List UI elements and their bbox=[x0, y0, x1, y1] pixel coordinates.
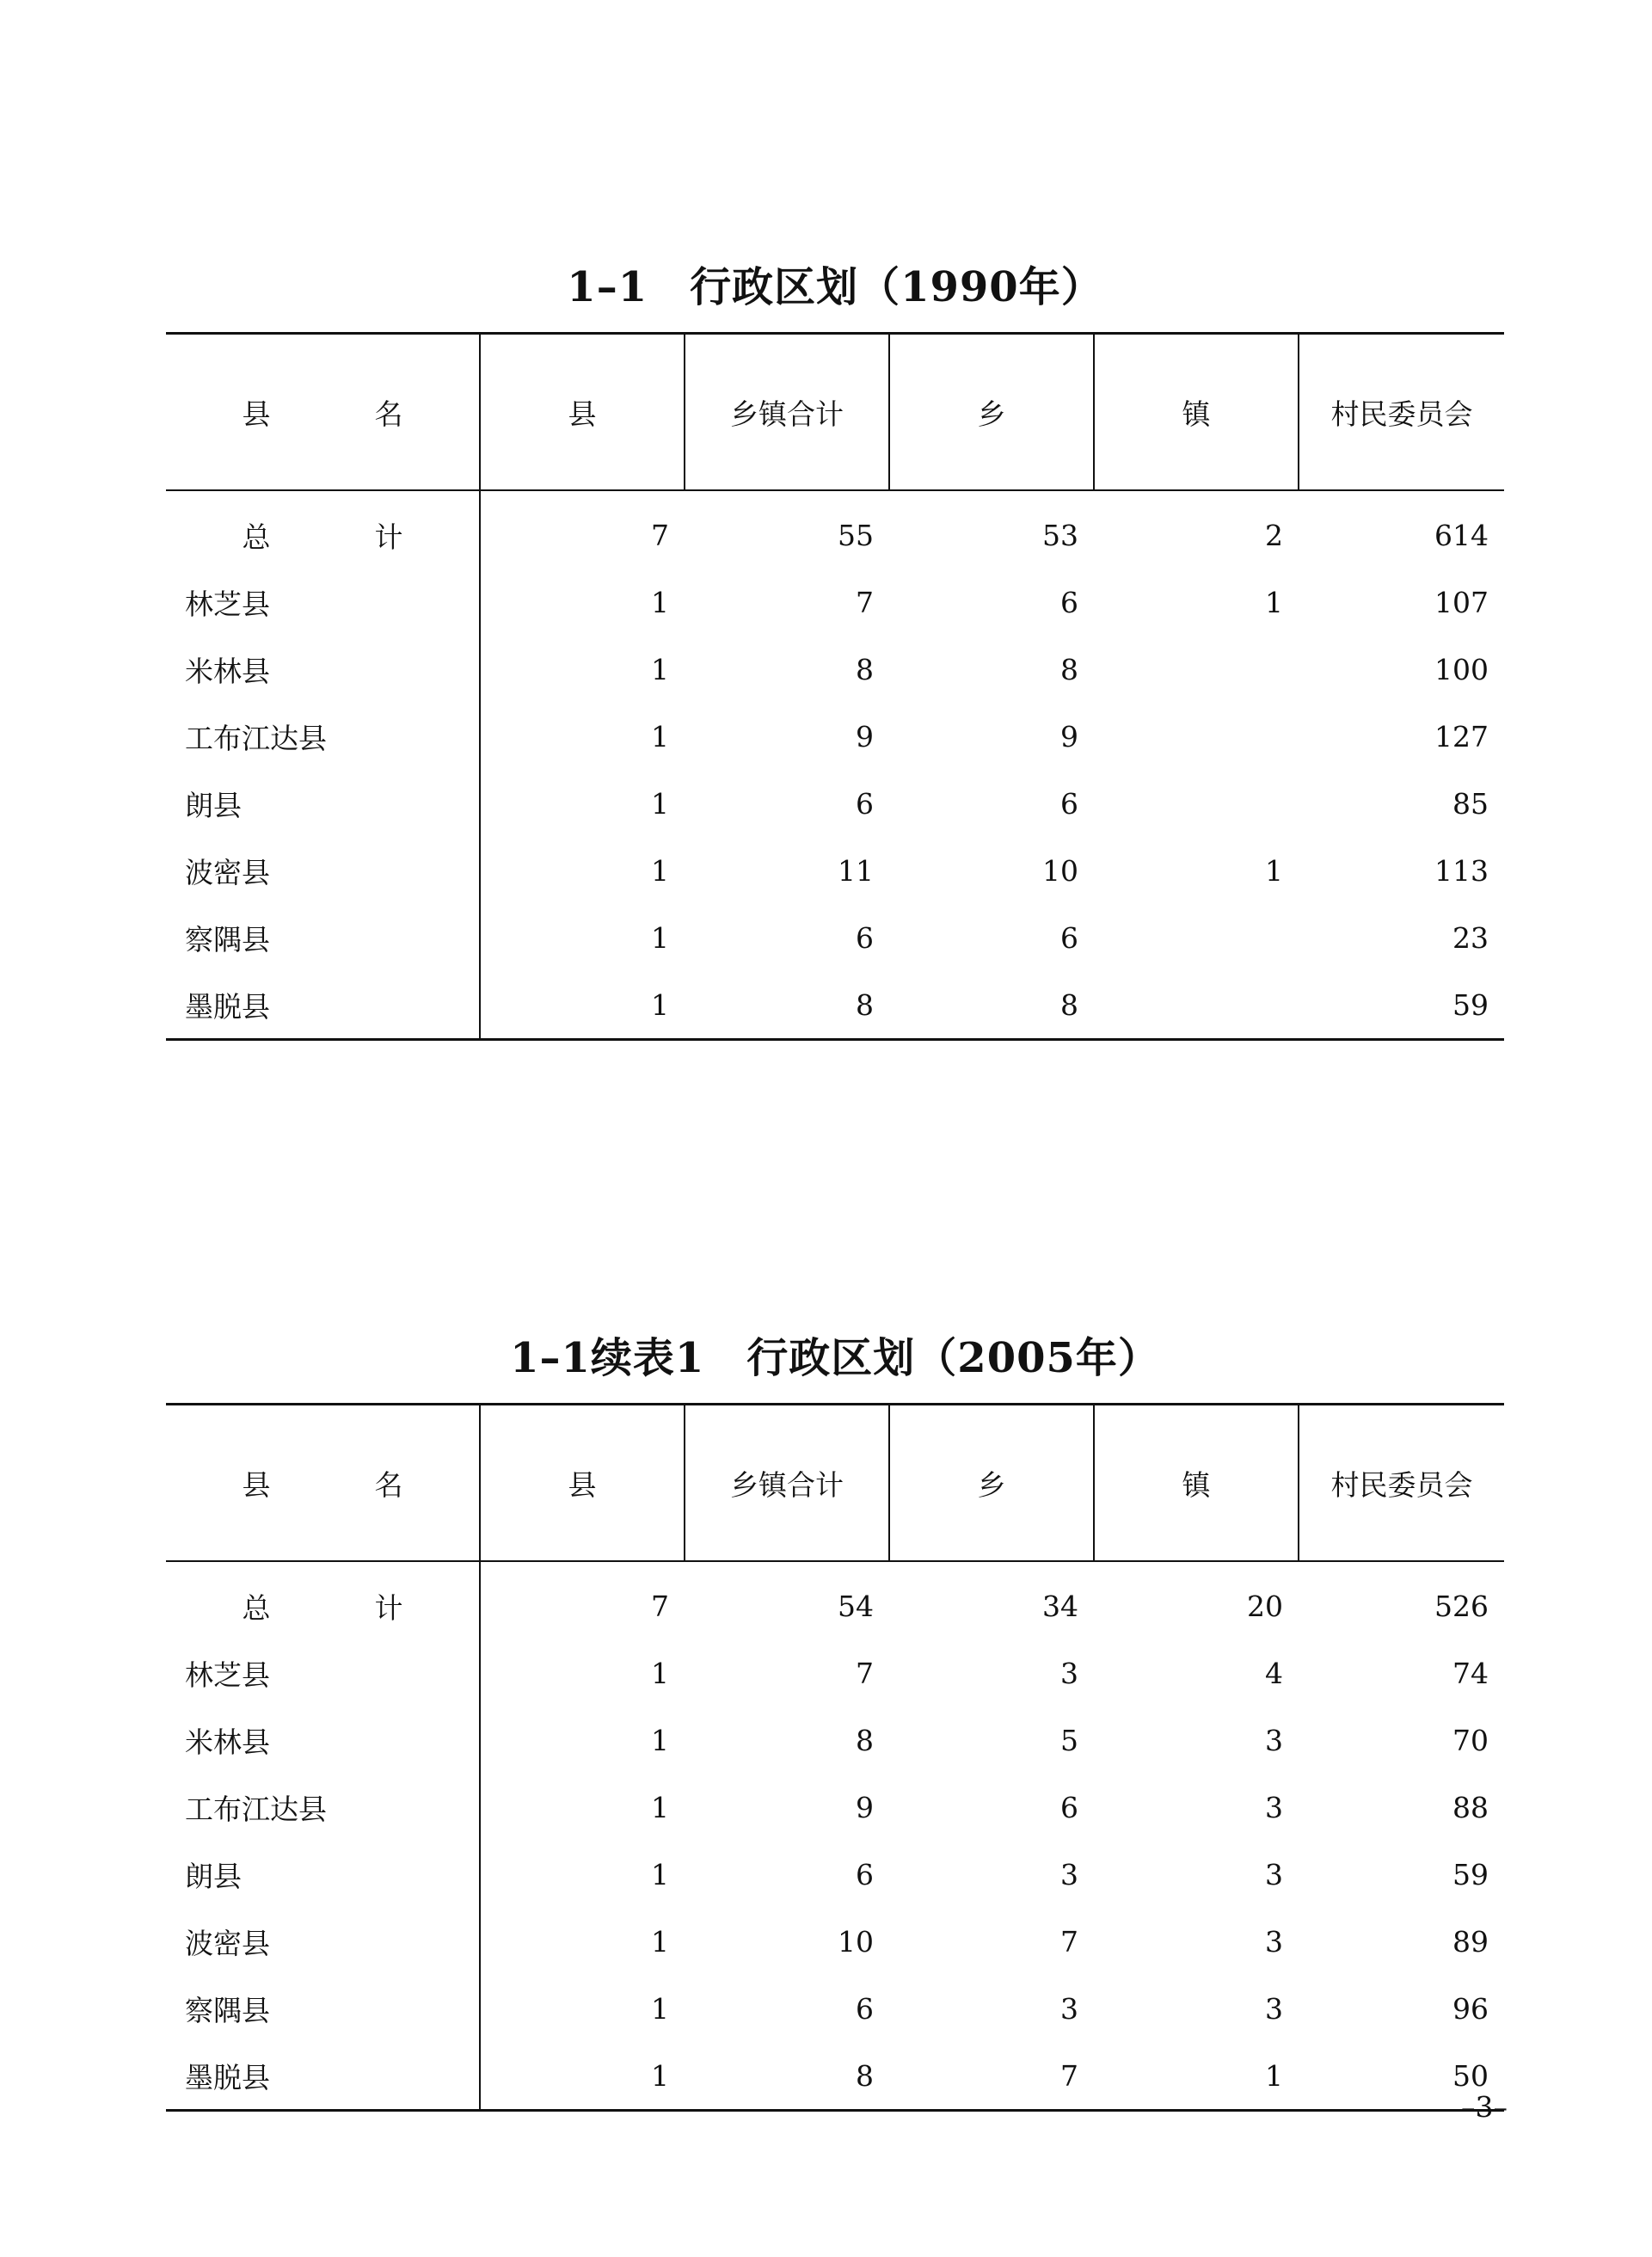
cell-township: 3 bbox=[1060, 1656, 1078, 1690]
cell-town: 4 bbox=[1265, 1656, 1283, 1690]
cell-county: 1 bbox=[651, 1857, 669, 1891]
cell-county: 1 bbox=[651, 786, 669, 821]
row-label: 工布江达县 bbox=[166, 703, 480, 770]
table-row bbox=[166, 1841, 1504, 1908]
cell-town bbox=[1094, 770, 1299, 837]
cell-township-total: 9 bbox=[856, 719, 874, 753]
column-header-county: 县 bbox=[480, 1405, 685, 1562]
table-row bbox=[166, 2042, 1504, 2111]
table-row bbox=[166, 904, 1504, 971]
cell-county: 1 bbox=[480, 2042, 685, 2111]
cell-township: 7 bbox=[1060, 1924, 1078, 1959]
cell-county: 1 bbox=[651, 1723, 669, 1757]
cell-village-committee: 89 bbox=[1452, 1924, 1489, 1959]
cell-county: 1 bbox=[651, 1991, 669, 2026]
cell-township-total: 9 bbox=[856, 1790, 874, 1824]
table-title: 1–1续表1 行政区划（2005年） bbox=[510, 1334, 1160, 1382]
cell-town: 3 bbox=[1265, 1723, 1283, 1757]
cell-township: 3 bbox=[1060, 1857, 1078, 1891]
cell-town bbox=[1094, 636, 1299, 703]
row-label: 墨脱县 bbox=[166, 2042, 480, 2111]
table-row bbox=[166, 569, 1504, 636]
cell-township-total: 54 bbox=[838, 1589, 874, 1623]
cell-township: 7 bbox=[889, 2042, 1094, 2111]
cell-county: 1 bbox=[651, 585, 669, 619]
data-table bbox=[166, 332, 1504, 1041]
cell-township-total: 8 bbox=[685, 2042, 889, 2111]
cell-county: 1 bbox=[651, 1924, 669, 1959]
cell-town: 3 bbox=[1265, 1790, 1283, 1824]
cell-county: 1 bbox=[651, 853, 669, 888]
table-row bbox=[166, 971, 1504, 1040]
cell-village-committee: 74 bbox=[1452, 1656, 1489, 1690]
cell-village-committee: 96 bbox=[1452, 1991, 1489, 2026]
cell-village-committee: 526 bbox=[1434, 1589, 1489, 1623]
table-title: 1–1 行政区划（1990年） bbox=[567, 263, 1103, 311]
cell-county: 1 bbox=[651, 652, 669, 686]
table-row bbox=[166, 1707, 1504, 1774]
cell-county: 1 bbox=[480, 971, 685, 1040]
row-label: 林芝县 bbox=[166, 1639, 480, 1707]
cell-village-committee: 113 bbox=[1434, 853, 1489, 888]
header-row bbox=[166, 334, 1504, 491]
cell-county: 1 bbox=[651, 920, 669, 955]
cell-county: 1 bbox=[651, 719, 669, 753]
cell-township: 6 bbox=[1060, 786, 1078, 821]
cell-township-total: 8 bbox=[856, 1723, 874, 1757]
cell-town bbox=[1094, 904, 1299, 971]
row-label: 米林县 bbox=[166, 636, 480, 703]
table-row bbox=[166, 770, 1504, 837]
cell-town: 1 bbox=[1265, 853, 1283, 888]
cell-town: 3 bbox=[1265, 1857, 1283, 1891]
cell-township: 8 bbox=[1060, 652, 1078, 686]
cell-township-total: 7 bbox=[856, 585, 874, 619]
cell-village-committee: 107 bbox=[1434, 585, 1489, 619]
cell-town: 20 bbox=[1247, 1589, 1283, 1623]
column-header-village-committee: 村民委员会 bbox=[1299, 334, 1504, 491]
cell-town: 2 bbox=[1265, 518, 1283, 552]
cell-township: 5 bbox=[1060, 1723, 1078, 1757]
cell-township: 53 bbox=[1042, 518, 1078, 552]
cell-township-total: 7 bbox=[856, 1656, 874, 1690]
cell-county: 7 bbox=[651, 1589, 669, 1623]
cell-village-committee: 614 bbox=[1434, 518, 1489, 552]
table-row bbox=[166, 1975, 1504, 2042]
row-label: 波密县 bbox=[166, 1908, 480, 1975]
cell-village-committee: 59 bbox=[1452, 1857, 1489, 1891]
cell-county: 1 bbox=[651, 1790, 669, 1824]
cell-town: 3 bbox=[1265, 1991, 1283, 2026]
row-label: 朗县 bbox=[166, 770, 480, 837]
cell-town: 1 bbox=[1265, 585, 1283, 619]
column-header-village-committee: 村民委员会 bbox=[1299, 1405, 1504, 1562]
cell-township-total: 8 bbox=[685, 971, 889, 1040]
column-header-township-total: 乡镇合计 bbox=[685, 334, 889, 491]
cell-town bbox=[1094, 703, 1299, 770]
column-header-county: 县 bbox=[480, 334, 685, 491]
header-row bbox=[166, 1405, 1504, 1562]
cell-township-total: 6 bbox=[856, 786, 874, 821]
table-row bbox=[166, 1908, 1504, 1975]
cell-town bbox=[1094, 971, 1299, 1040]
column-header-township: 乡 bbox=[889, 334, 1094, 491]
cell-township-total: 6 bbox=[856, 1991, 874, 2026]
table-row bbox=[166, 636, 1504, 703]
cell-village-committee: 70 bbox=[1452, 1723, 1489, 1757]
cell-township: 3 bbox=[1060, 1991, 1078, 2026]
column-header-county-name: 县 名 bbox=[166, 1405, 480, 1562]
table-row bbox=[166, 1774, 1504, 1841]
cell-township-total: 11 bbox=[838, 853, 874, 888]
cell-township-total: 6 bbox=[856, 920, 874, 955]
table-row-total bbox=[166, 490, 1504, 569]
cell-county: 7 bbox=[651, 518, 669, 552]
cell-township: 6 bbox=[1060, 1790, 1078, 1824]
column-header-township-total: 乡镇合计 bbox=[685, 1405, 889, 1562]
cell-township-total: 6 bbox=[856, 1857, 874, 1891]
column-header-town: 镇 bbox=[1094, 1405, 1299, 1562]
cell-town: 3 bbox=[1265, 1924, 1283, 1959]
row-label: 朗县 bbox=[166, 1841, 480, 1908]
table-row bbox=[166, 703, 1504, 770]
row-label: 总 计 bbox=[166, 1561, 480, 1639]
column-header-township: 乡 bbox=[889, 1405, 1094, 1562]
cell-township: 6 bbox=[1060, 920, 1078, 955]
cell-village-committee: 100 bbox=[1434, 652, 1489, 686]
cell-township: 10 bbox=[1042, 853, 1078, 888]
row-label: 总 计 bbox=[166, 490, 480, 569]
cell-village-committee: 85 bbox=[1452, 786, 1489, 821]
row-label: 察隅县 bbox=[166, 904, 480, 971]
cell-county: 1 bbox=[651, 1656, 669, 1690]
table-row bbox=[166, 1639, 1504, 1707]
cell-village-committee: 59 bbox=[1299, 971, 1504, 1040]
cell-town: 1 bbox=[1094, 2042, 1299, 2111]
row-label: 工布江达县 bbox=[166, 1774, 480, 1841]
cell-township-total: 8 bbox=[856, 652, 874, 686]
row-label: 墨脱县 bbox=[166, 971, 480, 1040]
row-label: 米林县 bbox=[166, 1707, 480, 1774]
cell-village-committee: 50 bbox=[1299, 2042, 1504, 2111]
column-header-county-name: 县 名 bbox=[166, 334, 480, 491]
row-label: 波密县 bbox=[166, 837, 480, 904]
row-label: 林芝县 bbox=[166, 569, 480, 636]
column-header-town: 镇 bbox=[1094, 334, 1299, 491]
table-row-total bbox=[166, 1561, 1504, 1639]
table-row bbox=[166, 837, 1504, 904]
cell-township: 34 bbox=[1042, 1589, 1078, 1623]
cell-village-committee: 23 bbox=[1452, 920, 1489, 955]
row-label: 察隅县 bbox=[166, 1975, 480, 2042]
cell-township: 8 bbox=[889, 971, 1094, 1040]
cell-township-total: 10 bbox=[838, 1924, 874, 1959]
cell-township: 6 bbox=[1060, 585, 1078, 619]
cell-township: 9 bbox=[1060, 719, 1078, 753]
cell-village-committee: 127 bbox=[1434, 719, 1489, 753]
cell-village-committee: 88 bbox=[1452, 1790, 1489, 1824]
data-table bbox=[166, 1403, 1504, 2112]
cell-township-total: 55 bbox=[838, 518, 874, 552]
page-number: –3– bbox=[1461, 2090, 1508, 2124]
